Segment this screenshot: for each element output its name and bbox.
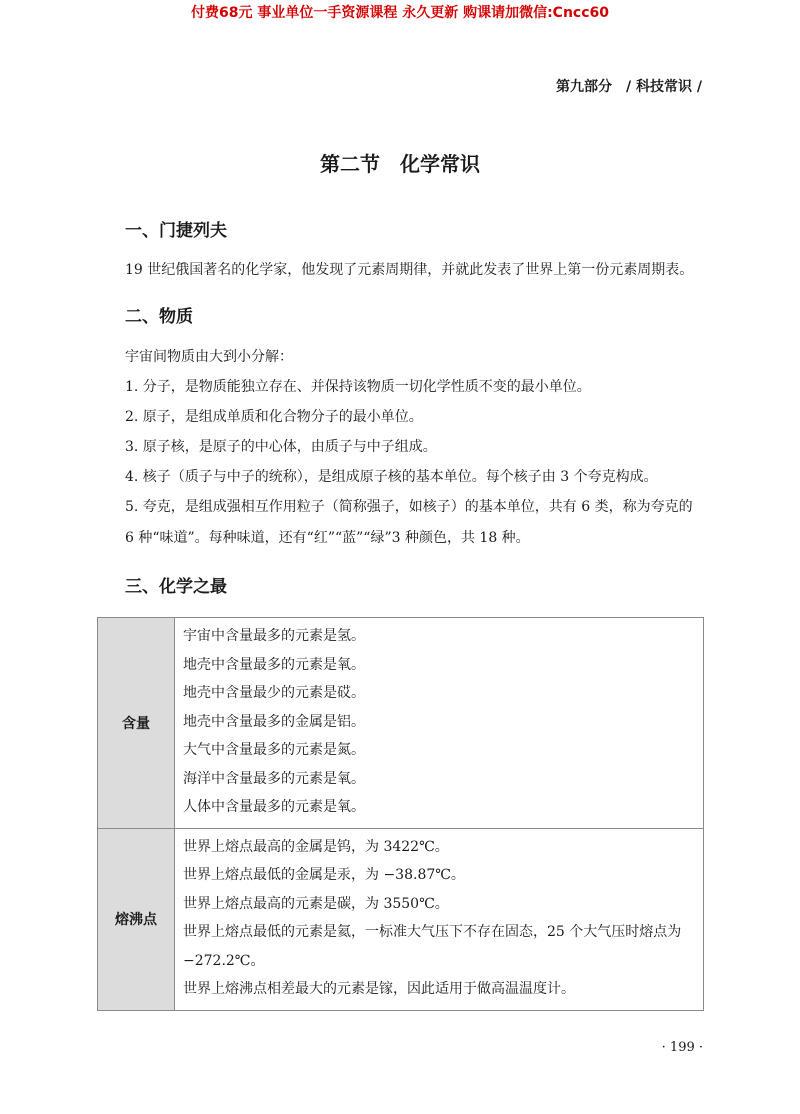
content-cell	[175, 618, 704, 829]
section-heading-1: 一、门捷列夫	[125, 221, 227, 241]
fact-line: 世界上熔沸点相差最大的元素是镓，因此适用于做高温温度计。	[183, 981, 575, 997]
section-2-intro: 宇宙间物质由大到小分解：	[125, 349, 293, 365]
fact-line: 世界上熔点最低的元素是氦，一标准大气压下不存在固态，25 个大气压时熔点为 −272.2℃。	[183, 924, 682, 969]
table-row	[98, 828, 704, 1010]
chemistry-records-table	[97, 617, 704, 1011]
fact-line: 大气中含量最多的元素是氮。	[183, 742, 365, 758]
promo-banner: 付费68元 事业单位一手资源课程 永久更新 购课请加微信:Cncc60	[190, 5, 610, 21]
list-item: 5. 夸克，是组成强相互作用粒子（简称强子，如核子）的基本单位，共有 6 类，称为夸克的 6 种“味道”。每种味道，还有“红”“蓝”“绿”3 种颜色，共 18 种。	[125, 499, 693, 546]
fact-line: 宇宙中含量最多的元素是氢。	[183, 628, 365, 644]
fact-line: 世界上熔点最低的金属是汞，为 −38.87℃。	[183, 867, 465, 883]
fact-line: 地壳中含量最多的元素是氧。	[183, 656, 365, 673]
section-heading-2: 二、物质	[125, 307, 193, 327]
section-heading-3: 三、化学之最	[125, 577, 227, 597]
fact-line: 地壳中含量最少的元素是砹。	[183, 685, 365, 701]
category-cell: 熔沸点	[98, 828, 175, 1010]
fact-line: 世界上熔点最高的元素是碳，为 3550℃。	[183, 895, 449, 912]
list-item: 2. 原子，是组成单质和化合物分子的最小单位。	[125, 409, 423, 425]
fact-line: 海洋中含量最多的元素是氧。	[183, 770, 365, 787]
list-item: 1. 分子，是物质能独立存在、并保持该物质一切化学性质不变的最小单位。	[125, 379, 591, 395]
list-item: 4. 核子（质子与中子的统称），是组成原子核的基本单位。每个核子由 3 个夸克构成。	[125, 469, 658, 485]
running-header: 第九部分 / 科技常识 /	[556, 79, 702, 95]
page-number: · 199 ·	[661, 1040, 703, 1055]
section-title: 第二节 化学常识	[320, 152, 480, 176]
category-cell: 含量	[98, 618, 175, 829]
section-1-paragraph: 19 世纪俄国著名的化学家，他发现了元素周期律，并就此发表了世界上第一份元素周期表。	[125, 262, 694, 278]
fact-line: 地壳中含量最多的金属是铝。	[183, 713, 365, 730]
table-row	[98, 618, 704, 829]
fact-line: 人体中含量最多的元素是氧。	[183, 799, 365, 815]
list-item: 3. 原子核，是原子的中心体，由质子与中子组成。	[125, 439, 437, 455]
fact-line: 世界上熔点最高的金属是钨，为 3422℃。	[183, 838, 449, 855]
content-cell	[175, 828, 704, 1010]
